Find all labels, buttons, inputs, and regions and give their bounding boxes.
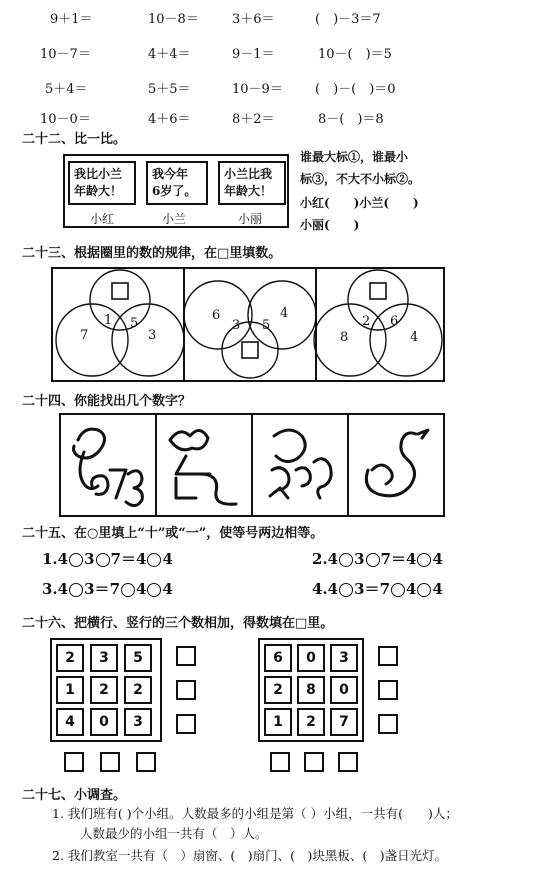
panel-1-mid-right: 5 bbox=[130, 316, 139, 331]
column-sum-box[interactable] bbox=[338, 752, 358, 772]
equals-sign: ＝ bbox=[94, 580, 110, 598]
equals-sign: ＝ bbox=[390, 550, 406, 568]
operator-slot[interactable] bbox=[339, 553, 353, 567]
operand: 7 bbox=[380, 550, 391, 568]
row-sum-box[interactable] bbox=[176, 680, 196, 700]
panel-2-right: 4 bbox=[280, 306, 289, 321]
name-xiaoli: 小丽 bbox=[238, 212, 263, 226]
exercise-item: 10－( )＝5 bbox=[318, 47, 392, 62]
operator-slot[interactable] bbox=[339, 583, 353, 597]
exercise-item: 5＋5＝ bbox=[148, 82, 191, 97]
grid-cell: 2 bbox=[264, 676, 292, 704]
panel-3-mid-right: 6 bbox=[390, 314, 399, 329]
exercise-item: 10－9＝ bbox=[232, 82, 283, 97]
equation-number: 4. bbox=[312, 580, 328, 598]
bubble-line: 我比小兰 bbox=[74, 167, 123, 181]
operand: 4 bbox=[136, 580, 147, 598]
equation-number: 2. bbox=[312, 550, 328, 568]
section-23-title: 二十三、根据圈里的数的规律，在□里填数。 bbox=[22, 246, 282, 261]
operator-slot[interactable] bbox=[366, 553, 380, 567]
exercise-item: 5＋4＝ bbox=[45, 82, 88, 97]
survey-question-1[interactable]: 1. 我们班有( )个小组。人数最多的小组是第（ ）小组，一共有( )人； bbox=[52, 806, 458, 821]
panel-2-mid-left: 3 bbox=[232, 318, 241, 333]
grid-cell: 3 bbox=[90, 644, 118, 672]
panel-3-left: 8 bbox=[340, 330, 349, 345]
compare-question-2: 标③，不大不小标②。 bbox=[300, 172, 421, 186]
operand: 4 bbox=[432, 550, 443, 568]
grid-cell: 3 bbox=[330, 644, 358, 672]
operand: 3 bbox=[354, 580, 365, 598]
operand: 3 bbox=[84, 580, 95, 598]
grid-cell: 0 bbox=[297, 644, 325, 672]
column-sum-box[interactable] bbox=[270, 752, 290, 772]
bubble-line: 年龄大！ bbox=[224, 184, 273, 198]
operator-slot[interactable] bbox=[96, 553, 110, 567]
exercise-item: 9－1＝ bbox=[232, 47, 275, 62]
operand: 7 bbox=[379, 580, 390, 598]
grid-cell: 8 bbox=[297, 676, 325, 704]
operator-slot[interactable] bbox=[391, 583, 405, 597]
exercise-item: 8－( )＝8 bbox=[318, 112, 384, 127]
grid-cell: 5 bbox=[124, 644, 152, 672]
operand: 4 bbox=[327, 580, 339, 598]
operator-slot[interactable] bbox=[417, 553, 431, 567]
exercise-item: 10－0＝ bbox=[40, 112, 91, 127]
compare-answer-1[interactable]: 小红( )小兰( ) bbox=[300, 196, 419, 210]
section-26-title: 二十六、把横行、竖行的三个数相加，得数填在□里。 bbox=[22, 616, 334, 631]
panel-2-mid-right: 5 bbox=[262, 318, 271, 333]
column-sum-box[interactable] bbox=[136, 752, 156, 772]
panel-3-right: 4 bbox=[410, 330, 419, 345]
exercise-item: 10－7＝ bbox=[40, 47, 91, 62]
grid-cell: 7 bbox=[330, 708, 358, 736]
grid-cell: 6 bbox=[264, 644, 292, 672]
exercise-item: 8＋2＝ bbox=[232, 112, 275, 127]
exercise-item: 4＋4＝ bbox=[148, 47, 191, 62]
operand: 4 bbox=[162, 550, 173, 568]
survey-question-2[interactable]: 2. 我们教室一共有（ ）扇窗、( )扇门、( )块黑板、( )盏日光灯。 bbox=[52, 848, 448, 863]
compare-question-1: 谁最大标①，谁最小 bbox=[300, 150, 409, 164]
operand: 4 bbox=[162, 580, 173, 598]
equation-3 bbox=[42, 578, 173, 599]
operand: 7 bbox=[110, 550, 121, 568]
exercise-item: ( )－3＝7 bbox=[315, 12, 381, 27]
section-22-title: 二十二、比一比。 bbox=[22, 132, 127, 147]
operand: 4 bbox=[57, 580, 69, 598]
bubble-line: 我今年 bbox=[152, 167, 189, 181]
exercise-item: 4＋6＝ bbox=[148, 112, 191, 127]
column-sum-box[interactable] bbox=[304, 752, 324, 772]
operand: 4 bbox=[136, 550, 147, 568]
operator-slot[interactable] bbox=[69, 583, 83, 597]
grid-cell: 1 bbox=[264, 708, 292, 736]
panel-2-left: 6 bbox=[212, 308, 221, 323]
compare-answer-2[interactable]: 小丽( ) bbox=[300, 218, 360, 232]
column-sum-box[interactable] bbox=[100, 752, 120, 772]
survey-question-1-cont[interactable]: 人数最少的小组一共有（ ）人。 bbox=[80, 826, 268, 841]
operator-slot[interactable] bbox=[147, 583, 161, 597]
operand: 4 bbox=[406, 550, 417, 568]
grid-cell: 2 bbox=[56, 644, 84, 672]
exercise-item: 9＋1＝ bbox=[50, 12, 93, 27]
operator-slot[interactable] bbox=[417, 583, 431, 597]
panel-1-mid-left: 1 bbox=[104, 313, 113, 328]
grid-cell: 0 bbox=[330, 676, 358, 704]
operand: 3 bbox=[354, 550, 365, 568]
equation-number: 3. bbox=[42, 580, 58, 598]
grid-cell: 2 bbox=[90, 676, 118, 704]
operand: 4 bbox=[57, 550, 69, 568]
row-sum-box[interactable] bbox=[176, 714, 196, 734]
equals-sign: ＝ bbox=[120, 550, 136, 568]
column-sum-box[interactable] bbox=[64, 752, 84, 772]
row-sum-box[interactable] bbox=[378, 646, 398, 666]
operand: 4 bbox=[432, 580, 443, 598]
exercise-item: 10－8＝ bbox=[148, 12, 199, 27]
equation-1 bbox=[42, 548, 173, 569]
grid-cell: 2 bbox=[297, 708, 325, 736]
equals-sign: ＝ bbox=[364, 580, 380, 598]
operator-slot[interactable] bbox=[121, 583, 135, 597]
section-27-title: 二十七、小调查。 bbox=[22, 788, 127, 803]
row-sum-box[interactable] bbox=[378, 680, 398, 700]
operand: 7 bbox=[109, 580, 120, 598]
exercise-item: ( )－( )＝0 bbox=[315, 82, 396, 97]
operand: 3 bbox=[84, 550, 95, 568]
grid-cell: 4 bbox=[56, 708, 84, 736]
section-25-title: 二十五、在○里填上“十”或“一”，使等号两边相等。 bbox=[22, 526, 324, 541]
section-24-title: 二十四、你能找出几个数字？ bbox=[22, 394, 192, 409]
operator-slot[interactable] bbox=[147, 553, 161, 567]
bubble-line: 年龄大！ bbox=[74, 184, 123, 198]
equation-4 bbox=[312, 578, 443, 599]
bubble-line: 小兰比我 bbox=[224, 167, 273, 181]
name-xiaohong: 小红 bbox=[90, 212, 115, 226]
panel-1-right: 3 bbox=[148, 328, 157, 343]
panel-1-left: 7 bbox=[80, 328, 89, 343]
operand: 4 bbox=[327, 550, 339, 568]
row-sum-box[interactable] bbox=[378, 714, 398, 734]
row-sum-box[interactable] bbox=[176, 646, 196, 666]
panel-3-mid-left: 2 bbox=[362, 314, 371, 329]
grid-cell: 1 bbox=[56, 676, 84, 704]
grid-cell: 0 bbox=[90, 708, 118, 736]
grid-cell: 2 bbox=[124, 676, 152, 704]
equation-number: 1. bbox=[42, 550, 58, 568]
equation-2 bbox=[312, 548, 443, 569]
grid-cell: 3 bbox=[124, 708, 152, 736]
operator-slot[interactable] bbox=[69, 553, 83, 567]
operand: 4 bbox=[406, 580, 417, 598]
name-xiaolan: 小兰 bbox=[162, 212, 187, 226]
exercise-item: 3＋6＝ bbox=[232, 12, 275, 27]
bubble-line: 6岁了。 bbox=[152, 184, 197, 198]
